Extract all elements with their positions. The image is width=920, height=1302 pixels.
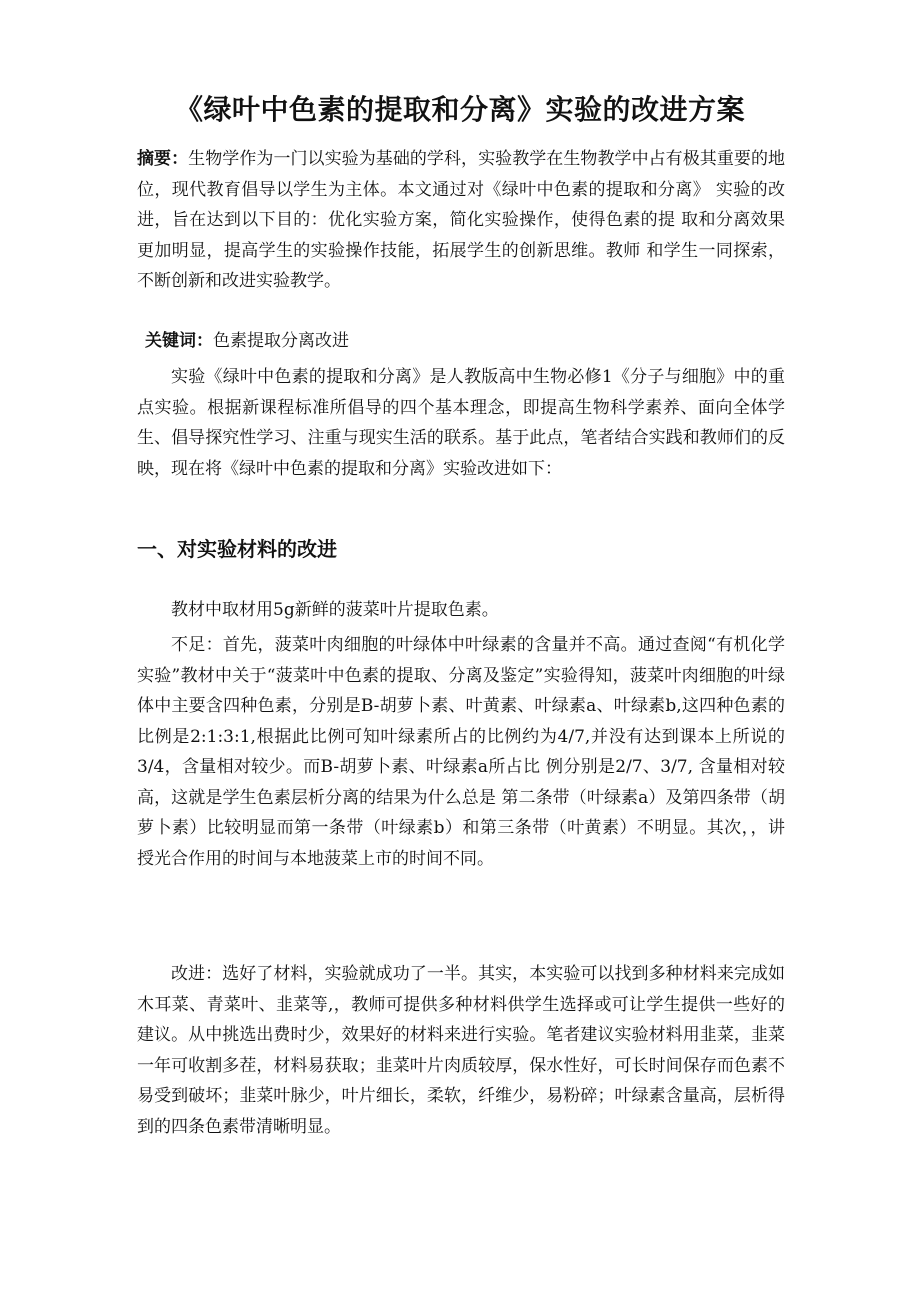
abstract-label: 摘要： (137, 149, 189, 169)
section-heading: 一、对实验材料的改进 (137, 537, 337, 561)
keywords-text: 色素提取分离改进 (213, 331, 349, 351)
shortcoming-paragraph: 不足：首先，菠菜叶肉细胞的叶绿体中叶绿素的含量并不高。通过查阅“有机化学实验”教材中关于“菠菜叶中色素的提取、分离及鉴定”实验得知，菠菜叶肉细胞的叶绿体中主要含四种色素，分别是B-胡萝卜素、叶黄素、叶绿素a、叶绿素b,这四种色素的比例是2:1:3:1,根据此比例可知叶绿素所占的比例约为4/7,并没有达到课本上所说的3/4，含量相对较少。而B-胡萝卜素、叶绿素a所占比 例分别是2/7、3/7, 含量相对较高，这就是学生色素层析分离的结果为什么总是 第二条带（叶绿素a）及第四条带（胡萝卜素）比较明显而第一条带（叶绿素b）和第三条带（叶黄素）不明显。其次，，讲授光合作用的时间与本地菠菜上市的时间不同。 (137, 635, 785, 869)
abstract-paragraph (137, 144, 785, 297)
material-paragraph: 教材中取材用5g新鲜的菠菜叶片提取色素。 (171, 600, 499, 620)
page-title: 《绿叶中色素的提取和分离》实验的改进方案 (174, 93, 745, 126)
keywords-label: 关键词： (145, 331, 213, 351)
keywords-paragraph (145, 326, 793, 357)
abstract-text: 生物学作为一门以实验为基础的学科，实验教学在生物教学中占有极其重要的地位，现代教育倡导以学生为主体。本文通过对《绿叶中色素的提取和分离》 实验的改进，旨在达到以下目的：优化实验方案，简化实验操作，使得色素的提 取和分离效果更加明显，提高学生的实验操作技能，拓展学生的创新思维。教师 和学生一同探索，不断创新和改进实验教学。 (137, 149, 786, 291)
improvement-paragraph: 改进：选好了材料，实验就成功了一半。其实，本实验可以找到多种材料来完成如木耳菜、青菜叶、韭菜等,，教师可提供多种材料供学生选择或可让学生提供一些好的建议。从中挑选出费时少，效果好的材料来进行实验。笔者建议实验材料用韭菜，韭菜一年可收割多茬，材料易获取；韭菜叶片肉质较厚，保水性好，可长时间保存而色素不易受到破坏；韭菜叶脉少，叶片细长，柔软，纤维少，易粉碎；叶绿素含量高，层析得到的四条色素带清晰明显。 (137, 964, 785, 1137)
intro-paragraph: 实验《绿叶中色素的提取和分离》是人教版高中生物必修1《分子与细胞》中的重点实验。根据新课程标准所倡导的四个基本理念，即提高生物科学素养、面向全体学生、倡导探究性学习、注重与现实生活的联系。基于此点，笔者结合实践和教师们的反映，现在将《绿叶中色素的提取和分离》实验改进如下： (137, 367, 785, 479)
